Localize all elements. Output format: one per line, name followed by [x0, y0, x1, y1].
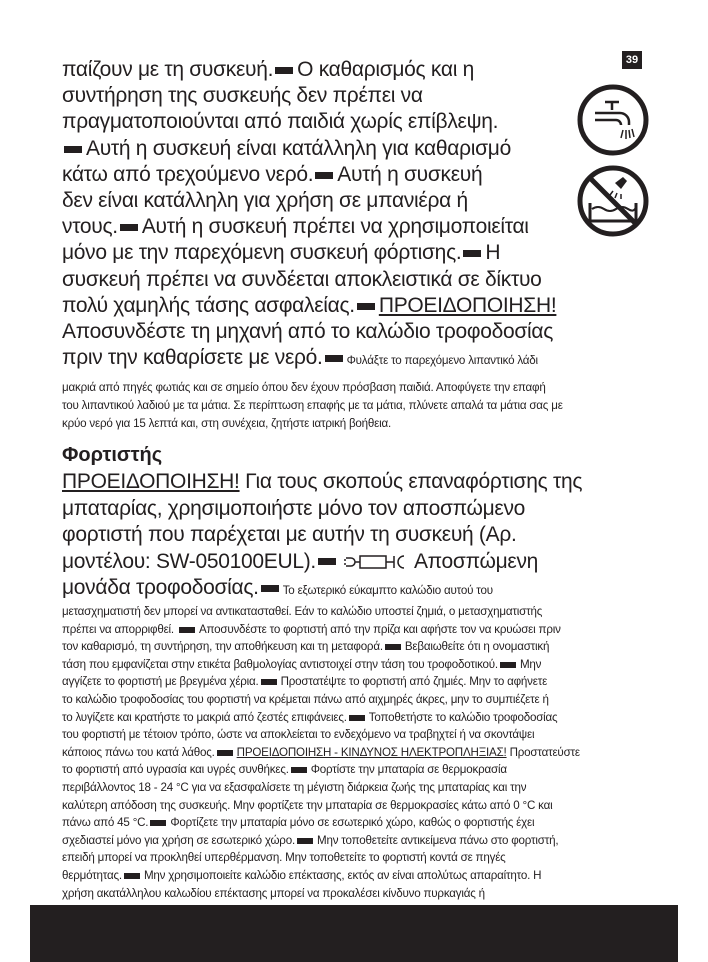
- text-line: [62, 885, 580, 903]
- charger-text-large: [62, 469, 582, 605]
- bullet-marker: [291, 767, 307, 773]
- text-segment: πολύ χαμηλής τάσης ασφαλείας.: [62, 293, 355, 317]
- text-segment: μόνο με την παρεχόμενη συσκευή φόρτισης.: [62, 241, 462, 265]
- text-segment: Βεβαιωθείτε ότι η ονομαστική: [404, 640, 550, 654]
- text-line: [62, 779, 580, 797]
- warning-label: ΠΡΟΕΙΔΟΠΟΙΗΣΗ!: [62, 470, 240, 493]
- text-line: [62, 83, 556, 109]
- text-segment: τον καθαρισμό, τη συντήρηση, την αποθήκευση και τη μεταφορά.: [62, 640, 383, 654]
- text-line: [62, 867, 580, 885]
- bullet-marker: [315, 172, 333, 179]
- text-segment: Αυτή η συσκευή είναι κατάλληλη για καθαρισμό: [86, 136, 511, 160]
- text-segment: το καλώδιο τροφοδοσίας του φορτιστή να κρέμεται πάνω από αιχμηρές άκρες, μην το συμπιέζετε ή: [62, 692, 549, 706]
- text-segment: επειδή μπορεί να προκληθεί υπερθέρμανση. Μην τοποθετείτε το φορτιστή κοντά σε πηγές: [62, 851, 506, 865]
- text-segment: Αυτή η συσκευή πρέπει να χρησιμοποιείται: [141, 215, 529, 239]
- text-line: [62, 188, 556, 214]
- text-segment: Προστατέψτε το φορτιστή από ζημιές. Μην το αφήνετε: [280, 675, 548, 689]
- text-segment: χρήση ακατάλληλου καλωδίου επέκτασης μπορεί να προκαλέσει κίνδυνο πυρκαγιάς ή: [62, 886, 485, 900]
- text-segment: το λυγίζετε και κρατήστε το μακριά από ζεστές επιφάνειες.: [62, 710, 347, 724]
- text-line: [62, 345, 556, 374]
- text-segment: Φυλάξτε το παρεχόμενο λιπαντικό λάδι: [346, 354, 538, 368]
- text-line: [62, 814, 580, 832]
- text-line: [62, 621, 580, 639]
- text-segment: δεν είναι κατάλληλη για χρήση σε μπανιέρα ή: [62, 189, 468, 213]
- bullet-marker: [150, 820, 166, 826]
- text-segment: κρύο νερό για 15 λεπτά και, στη συνέχεια, ζητήστε ιατρική βοήθεια.: [62, 417, 392, 431]
- bullet-marker: [261, 679, 277, 685]
- text-line: [62, 522, 582, 549]
- text-segment: συντήρηση της συσκευής δεν πρέπει να: [62, 84, 423, 108]
- text-segment: Φορτίζετε την μπαταρία μόνο σε εσωτερικό χώρο, καθώς ο φορτιστής έχει: [170, 816, 535, 830]
- text-line: [62, 603, 580, 621]
- text-line: [62, 162, 556, 188]
- text-line: [62, 267, 556, 293]
- text-segment: αγγίζετε το φορτιστή με βρεγμένα χέρια.: [62, 675, 259, 689]
- text-line: [62, 797, 580, 815]
- text-segment: μοντέλου: SW-050100EUL).: [62, 549, 316, 573]
- text-segment: Αυτή η συσκευή: [337, 162, 483, 186]
- text-line: [62, 496, 582, 523]
- text-segment: Αποσυνδέστε το φορτιστή από την πρίζα και αφήστε τον να κρυώσει πριν: [198, 622, 561, 636]
- text-line: [62, 709, 580, 727]
- bullet-marker: [385, 644, 401, 650]
- charger-connector-icon: [344, 554, 410, 570]
- section-heading-charger: Φορτιστής: [62, 444, 163, 466]
- text-segment: τάση που εμφανίζεται στην ετικέτα βαθμολογίας αντιστοιχεί στην τάση του τροφοδοτικού.: [62, 657, 498, 671]
- tap-water-icon: [575, 82, 651, 158]
- warning-label: ΠΡΟΕΙΔΟΠΟΙΗΣΗ - ΚΙΝΔΥΝΟΣ ΗΛΕΚΤΡΟΠΛΗΞΙΑΣ!: [236, 745, 507, 759]
- bullet-marker: [275, 67, 293, 74]
- text-segment: Μην χρησιμοποιείτε καλώδιο επέκτασης, εκτός αν είναι απολύτως απαραίτητο. Η: [143, 868, 542, 882]
- bullet-marker: [297, 838, 313, 844]
- text-segment: πριν την καθαρίσετε με νερό.: [62, 346, 323, 370]
- text-segment: μακριά από πηγές φωτιάς και σε σημείο όπου δεν έχουν πρόσβαση παιδιά. Αποφύγετε την επαφή: [62, 381, 546, 394]
- text-segment: σχεδιαστεί μόνο για χρήση σε εσωτερικό χώρο.: [62, 833, 295, 847]
- text-line: [62, 761, 580, 779]
- bullet-marker: [120, 224, 138, 231]
- text-line: [62, 849, 580, 867]
- text-segment: Ο καθαρισμός και η: [297, 58, 474, 81]
- text-line: [62, 691, 580, 709]
- text-segment: πρέπει να απορριφθεί.: [62, 622, 177, 636]
- text-segment: Φορτίστε την μπαταρία σε θερμοκρασία: [310, 763, 507, 777]
- text-line: [62, 379, 563, 397]
- text-segment: φορτιστή που παρέχεται με αυτήν τη συσκευή (Αρ.: [62, 523, 517, 546]
- text-segment: παίζουν με τη συσκευή.: [62, 58, 274, 81]
- text-line: [62, 57, 556, 83]
- text-line: [62, 415, 563, 433]
- bullet-marker: [261, 585, 279, 592]
- text-line: [62, 744, 580, 762]
- text-segment: του λιπαντικού λαδιού με τα μάτια. Σε περίπτωση επαφής με τα μάτια, πλύνετε απαλά τα μάτια σας με: [62, 399, 563, 413]
- bullet-marker: [318, 558, 336, 565]
- text-segment: πάνω από 45 °C.: [62, 816, 149, 830]
- text-line: [62, 656, 580, 674]
- bullet-marker: [325, 355, 343, 362]
- text-line: [62, 549, 582, 576]
- bullet-marker: [463, 250, 481, 257]
- text-segment: μπαταρίας, χρησιμοποιήστε μόνο τον αποσπώμενο: [62, 496, 526, 520]
- page-number: 39: [622, 51, 642, 69]
- text-segment: συσκευή πρέπει να συνδέεται αποκλειστικά σε δίκτυο: [62, 267, 542, 291]
- text-line: [62, 673, 580, 691]
- bullet-marker: [357, 303, 375, 310]
- bullet-marker: [64, 146, 82, 153]
- text-line: [62, 638, 580, 656]
- text-line: [62, 397, 563, 415]
- text-line: [62, 109, 556, 135]
- text-segment: θερμότητας.: [62, 868, 122, 882]
- text-segment: του φορτιστή με τέτοιον τρόπο, ώστε να αποκλείεται το ενδεχόμενο να τραβηχτεί ή να σκοντάψει: [62, 728, 535, 742]
- text-segment: Για τους σκοπούς επαναφόρτισης της: [239, 470, 583, 493]
- bullet-marker: [349, 715, 365, 721]
- text-segment: μετασχηματιστή δεν μπορεί να αντικατασταθεί. Εάν το καλώδιο υποστεί ζημιά, ο μετασχηματιστής: [62, 605, 543, 618]
- bullet-marker: [500, 662, 516, 668]
- text-line: [62, 575, 582, 605]
- text-segment: Το εξωτερικό εύκαμπτο καλώδιο αυτού του: [282, 584, 493, 597]
- text-segment: Αποσπώμενη: [413, 549, 539, 573]
- text-segment: καλύτερη απόδοση της συσκευής. Μην φορτίζετε την μπαταρία σε θερμοκρασίες κάτω από 0 °C και: [62, 798, 553, 812]
- text-line: [62, 293, 556, 319]
- text-line: [62, 214, 556, 240]
- text-segment: κάποιος πάνω του κατά λάθος.: [62, 745, 215, 759]
- text-segment: Τοποθετήστε το καλώδιο τροφοδοσίας: [368, 710, 558, 724]
- text-segment: Μην: [519, 657, 542, 671]
- no-bath-shower-icon: [575, 163, 651, 239]
- footer-bar: [30, 905, 678, 962]
- text-line: [62, 726, 580, 744]
- text-segment: ντους.: [62, 215, 118, 239]
- bullet-marker: [217, 750, 233, 756]
- safety-text-large: [62, 57, 556, 374]
- text-line: [62, 319, 556, 345]
- text-segment: πραγματοποιούνται από παιδιά χωρίς επίβλεψη.: [62, 110, 499, 134]
- text-segment: Η: [485, 241, 501, 265]
- text-segment: κάτω από τρεχούμενο νερό.: [62, 162, 314, 186]
- text-segment: μονάδα τροφοδοσίας.: [62, 576, 259, 599]
- bullet-marker: [124, 873, 140, 879]
- text-line: [62, 469, 582, 496]
- bullet-marker: [179, 627, 195, 633]
- safety-text-small: [62, 379, 563, 434]
- text-line: [62, 240, 556, 266]
- text-line: [62, 832, 580, 850]
- text-segment: περιβάλλοντος 18 - 24 °C για να εξασφαλίσετε τη μέγιστη διάρκεια ζωής της μπαταρίας και την: [62, 780, 527, 794]
- text-segment: το φορτιστή από υγρασία και υγρές συνθήκες.: [62, 763, 289, 777]
- text-segment: Αποσυνδέστε τη μηχανή από το καλώδιο τροφοδοσίας: [62, 320, 554, 344]
- charger-text-small: [62, 603, 580, 902]
- text-line: [62, 136, 556, 162]
- text-segment: Προστατεύστε: [506, 745, 580, 759]
- text-segment: Μην τοποθετείτε αντικείμενα πάνω στο φορτιστή,: [316, 833, 559, 847]
- warning-label: ΠΡΟΕΙΔΟΠΟΙΗΣΗ!: [378, 293, 557, 317]
